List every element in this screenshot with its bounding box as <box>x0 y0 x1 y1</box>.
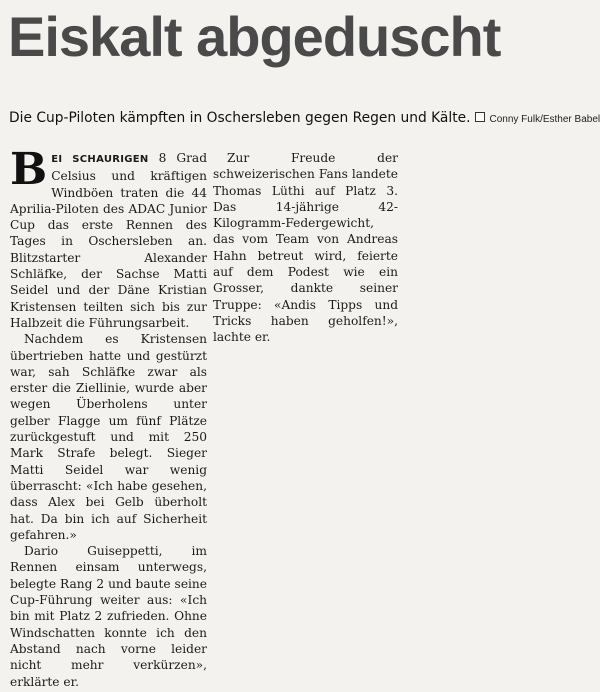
article-column-1 <box>10 144 207 690</box>
headline: Eiskalt abgeduscht <box>8 5 501 68</box>
paragraph-4: Zur Freude der schweizerischen Fans landete Thomas Lüthi auf Platz 3. Das 14-jährige 42-Kilogramm-Federgewicht, das vom Team von Andreas Hahn betreut wird, feierte auf dem Podest wie ein Grosser, dankte seiner Truppe: «Andis Tipps und Tricks haben geholfen!», lachte er. <box>213 151 398 345</box>
paragraph-3: Dario Guiseppetti, im Rennen einsam unterwegs, belegte Rang 2 und baute seine Cup-Führung weiter aus: «Ich bin mit Platz 2 zufrieden. Ohne Windschatten konnte ich den Abstand nach vorne leider nicht mehr verkürzen», erklärte er. <box>10 544 207 689</box>
paragraph-1-text: 8 Grad Celsius und kräftigen Windböen traten die 44 Aprilia-Piloten des ADAC Junior Cup das erste Rennen des Tages in Oschersleben an. Blitzstarter Alexander Schläfke, der Sachse Matti Seidel und der Däne Kristian Kristensen teilten sich bis zur Halbzeit die Führungsarbeit. <box>10 151 207 330</box>
photo-credit-icon <box>475 112 485 122</box>
lead-in: EI SCHAURIGEN <box>51 154 149 165</box>
paragraph-1 <box>10 144 207 331</box>
article-column-2 <box>213 150 398 346</box>
photo-credit: Conny Fulk/Esther Babel <box>489 114 600 125</box>
paragraph-2: Nachdem es Kristensen übertrieben hatte und gestürzt war, sah Schläfke zwar als erster die Ziellinie, wurde aber wegen Überholens unter gelber Flagge um fünf Plätze zurückgestuft und mit 250 Mark Strafe belegt. Sieger Matti Seidel war wenig überrascht: «Ich habe gesehen, dass Alex bei Gelb überholt hat. Da bin ich auf Sicherheit gefahren.» <box>10 332 207 542</box>
subline <box>9 108 600 130</box>
drop-cap: B <box>10 144 48 195</box>
subline-text: Die Cup-Piloten kämpften in Oschersleben gegen Regen und Kälte. <box>9 110 471 126</box>
